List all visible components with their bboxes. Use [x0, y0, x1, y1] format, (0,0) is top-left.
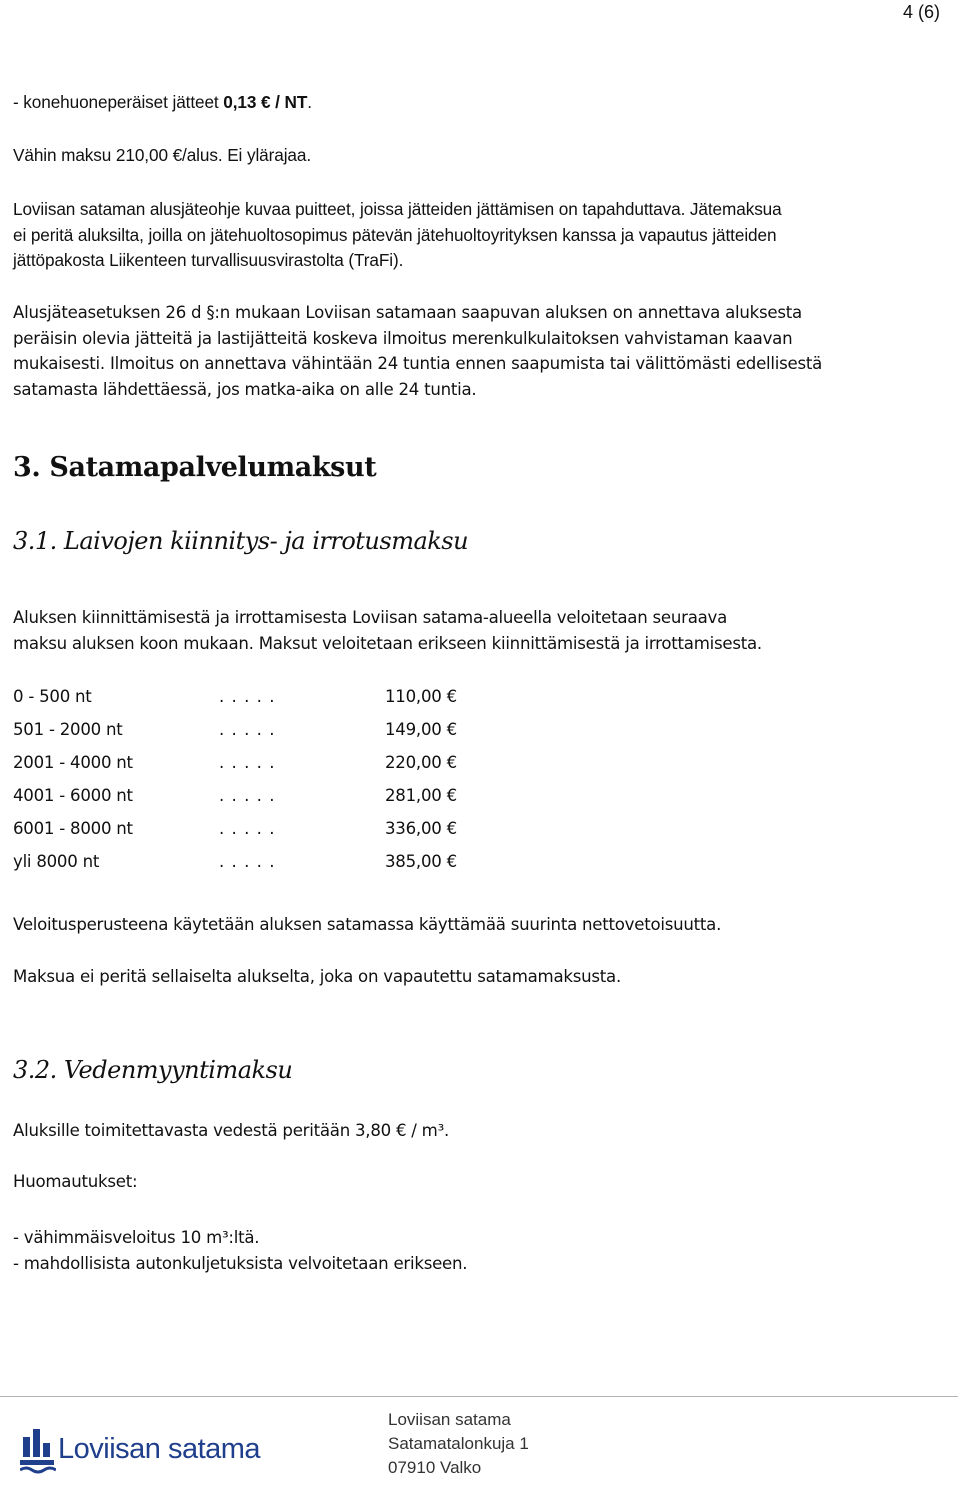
water-price-line: Aluksille toimitettavasta vedestä peritään 3,80 € / m³.	[13, 1121, 450, 1140]
paragraph-line: peräisin olevia jätteitä ja lastijätteitä koskeva ilmoitus merenkulkulaitoksen vahvistaman kaavan	[13, 328, 793, 348]
address-line: 07910 Valko	[388, 1458, 482, 1477]
paragraph-line: Aluksen kiinnittämisestä ja irrottamisesta Loviisan satama-alueella veloitetaan seuraava	[13, 608, 728, 627]
paragraph-line: mukaisesti. Ilmoitus on annettava vähintään 24 tuntia ennen saapumista tai välittömästi edellisestä	[13, 354, 823, 373]
address-line: Loviisan satama	[388, 1410, 511, 1429]
paragraph-line: ei peritä aluksilta, joilla on jätehuoltosopimus pätevän jätehuoltoyrityksen kanssa ja vapautus jätteiden	[13, 224, 777, 245]
fee-range: 2001 - 4000 nt	[13, 753, 133, 772]
mooring-description	[13, 605, 933, 656]
fee-basis-note: Veloitusperusteena käytetään aluksen satamassa käyttämää suurinta nettovetoisuutta.	[13, 915, 722, 934]
fee-price: 220,00 €	[385, 753, 457, 772]
fee-price: 336,00 €	[385, 819, 457, 838]
fee-exemption-note: Maksua ei peritä sellaiselta alukselta, joka on vapautettu satamamaksusta.	[13, 967, 621, 986]
page-number: 4 (6)	[902, 2, 940, 22]
fee-range: yli 8000 nt	[13, 852, 100, 871]
harbour-logo-icon	[20, 1427, 56, 1479]
notes-list	[13, 1225, 933, 1276]
section-heading: 3. Satamapalvelumaksut	[13, 452, 377, 483]
fee-price: 149,00 €	[385, 720, 457, 739]
fee-leader-dots: . . . . .	[219, 687, 276, 706]
fee-range: 0 - 500 nt	[13, 687, 92, 706]
waste-guide-paragraph	[13, 197, 933, 274]
footer-divider	[0, 1396, 958, 1397]
fee-leader-dots: . . . . .	[219, 720, 276, 739]
fee-row	[13, 687, 473, 711]
fee-leader-dots: . . . . .	[219, 753, 276, 772]
fee-price: 385,00 €	[385, 852, 457, 871]
paragraph-line: Loviisan sataman alusjäteohje kuvaa puitteet, joissa jätteiden jättämisen on tapahduttava. Jätemaksua	[13, 199, 782, 219]
fee-row	[13, 720, 473, 744]
mooring-fee-heading: 3.1. Laivojen kiinnitys- ja irrotusmaksu	[13, 527, 469, 555]
paragraph-line: satamasta lähdettäessä, jos matka-aika on alle 24 tuntia.	[13, 379, 477, 399]
fee-row	[13, 819, 473, 843]
fee-range: 4001 - 6000 nt	[13, 786, 133, 805]
notes-heading: Huomautukset:	[13, 1172, 138, 1191]
fee-leader-dots: . . . . .	[219, 819, 276, 838]
fee-row	[13, 753, 473, 777]
bullet-value: 0,13 € / NT	[223, 92, 308, 112]
bullet-prefix: - konehuoneperäiset jätteet	[13, 92, 224, 112]
loviisan-satama-logo	[20, 1427, 261, 1479]
waste-notice-paragraph	[13, 300, 933, 402]
fee-price: 281,00 €	[385, 786, 457, 805]
logo-text: Loviisan satama	[58, 1433, 261, 1465]
minimum-fee: Vähin maksu 210,00 €/alus. Ei ylärajaa.	[13, 145, 312, 165]
paragraph-line: maksu aluksen koon mukaan. Maksut veloitetaan erikseen kiinnittämisestä ja irrottamisesta.	[13, 633, 762, 653]
fee-range: 6001 - 8000 nt	[13, 819, 133, 838]
address-line: Satamatalonkuja 1	[388, 1434, 529, 1453]
note-item: - vähimmäisveloitus 10 m³:ltä.	[13, 1228, 260, 1247]
waste-fee-bullet	[13, 92, 312, 113]
paragraph-line: Alusjäteasetuksen 26 d §:n mukaan Loviisan satamaan saapuvan aluksen on annettava aluksesta	[13, 303, 802, 322]
water-fee-heading: 3.2. Vedenmyyntimaksu	[13, 1056, 293, 1084]
fee-price: 110,00 €	[385, 687, 457, 706]
fee-range: 501 - 2000 nt	[13, 720, 123, 739]
bullet-suffix: .	[307, 92, 312, 112]
paragraph-line: jättöpakosta Liikenteen turvallisuusvirastolta (TraFi).	[13, 250, 404, 270]
note-item: - mahdollisista autonkuljetuksista velvoitetaan erikseen.	[13, 1253, 468, 1273]
fee-row	[13, 852, 473, 876]
fee-row	[13, 786, 473, 810]
fee-leader-dots: . . . . .	[219, 852, 276, 871]
fee-leader-dots: . . . . .	[219, 786, 276, 805]
